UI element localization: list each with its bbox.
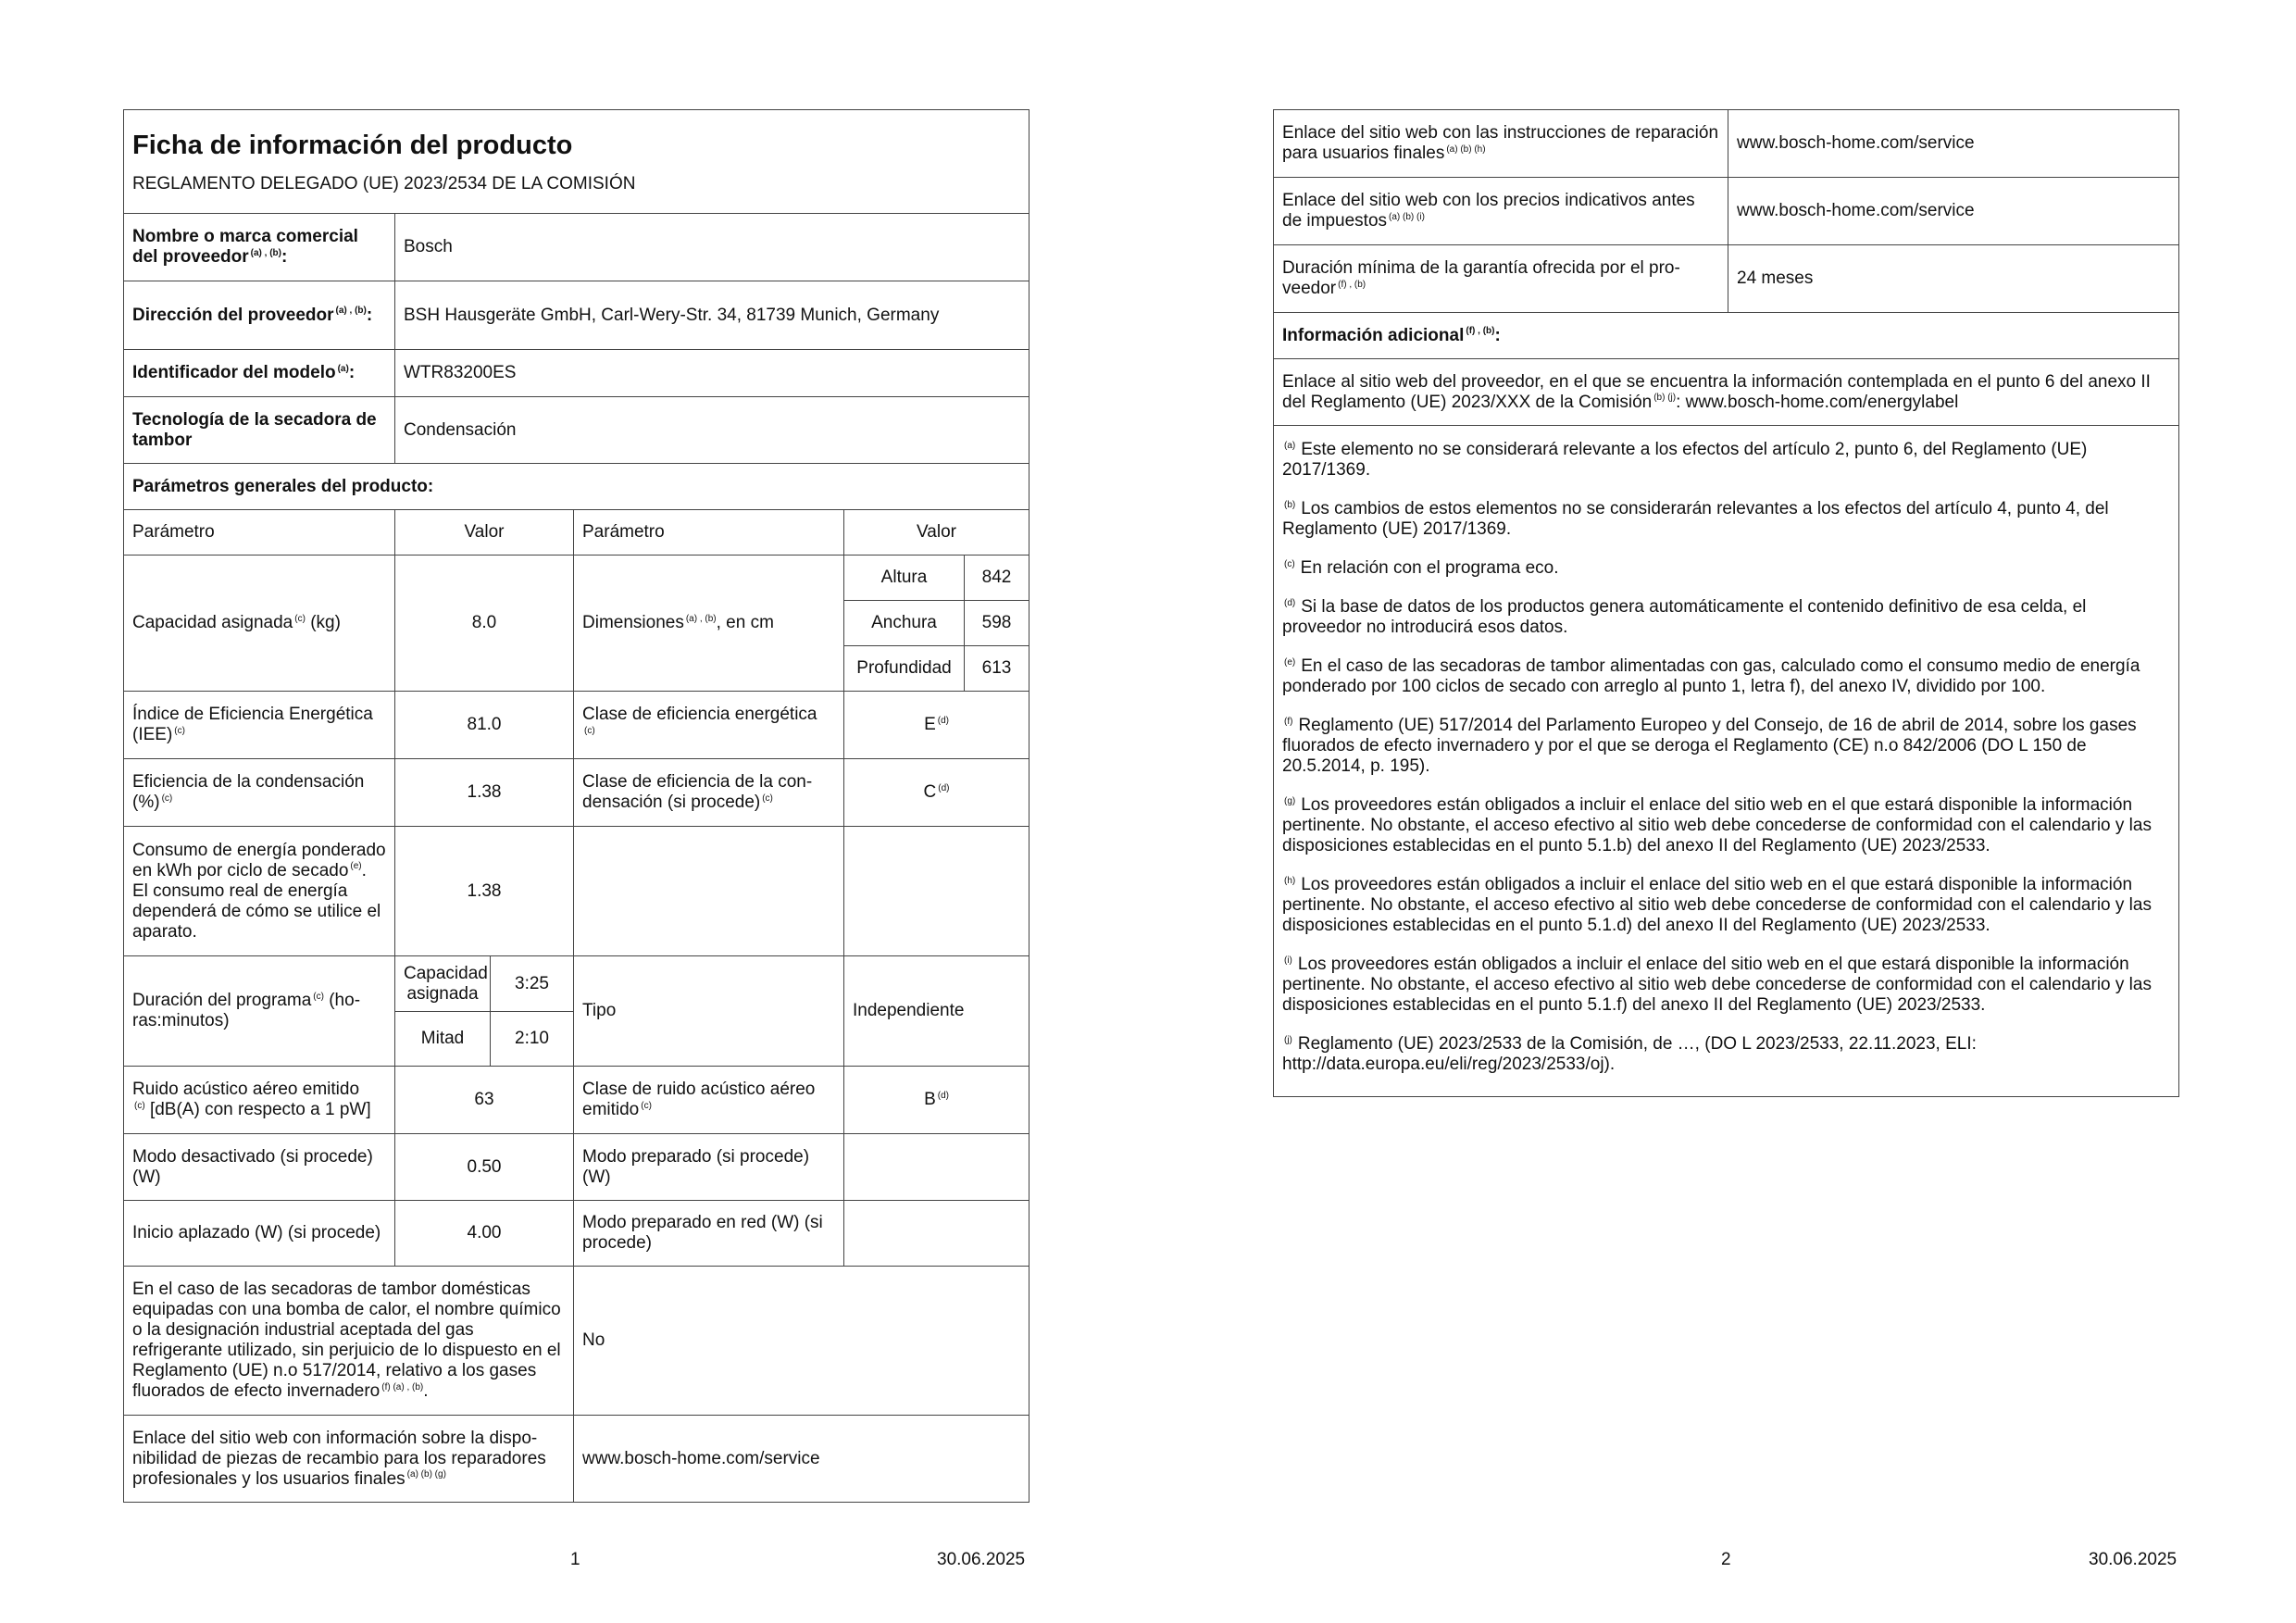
- prices-link[interactable]: www.bosch-home.com/service: [1728, 178, 2179, 245]
- footnote-ref: (j): [1284, 1034, 1292, 1045]
- additional-info-text: Enlace al sitio web del proveedor, en el que se encuentra la información contemplada en el punto 6 del anexo II del Reglamento (UE) 2023/XXX de la Comisión $^{(b) (j)}$: www.bosch-home.com/energylabel: [1274, 359, 2179, 426]
- footnote-text: Este elemento no se considerará relevante a los efectos del artículo 2, punto 6, del Reglamento (UE) 2017/1369.: [1282, 440, 2088, 480]
- footnotes-list: [1282, 433, 2170, 1087]
- warranty-label: Duración mínima de la garantía ofrecida por el proveedor $^{(f) , (b)}$: [1274, 245, 1728, 313]
- heatpump-label: En el caso de las secadoras de tambor domésticas equipadas con una bomba de calor, el nombre químico o la designación industrial aceptada del gas refrigerante utilizado, sin perjuicio de lo dispuesto en el Reglamento (UE) n.o 517/2014, relativo a los gases fluorados de efecto invernadero $^{(f) (a) , (b)}$.: [124, 1267, 574, 1416]
- footnote-item: [1282, 868, 2170, 948]
- empty-cell: [844, 827, 1029, 956]
- col-header-param-2: Parámetro: [574, 510, 844, 556]
- footnote-text: Reglamento (UE) 2023/2533 de la Comisión, de …, (DO L 2023/2533, 22.11.2023, ELI: http://data.europa.eu/eli/reg/2023/2533/oj).: [1282, 1034, 1977, 1074]
- energy-class-label: Clase de eficiencia energética $^{(c)}$: [574, 692, 844, 759]
- noise-class-value: B $^{(d)}$: [844, 1067, 1029, 1134]
- footnote-ref: (a): [1284, 440, 1296, 451]
- additional-info-heading: Información adicional $^{(f) , (b)}$:: [1274, 313, 2179, 359]
- footnote-text: En el caso de las secadoras de tambor alimentadas con gas, calculado como el consumo medio de energía ponderado por 100 ciclos de secado con arreglo al punto 1, letra f), del anexo IV, dividido por 100.: [1282, 656, 2140, 696]
- energy-class-value: E $^{(d)}$: [844, 692, 1029, 759]
- footnote-item: [1282, 709, 2170, 789]
- type-label: Tipo: [574, 956, 844, 1067]
- page-title: Ficha de información del producto: [132, 130, 573, 160]
- supplier-address-label: Dirección del proveedor $^{(a) , (b)}$:: [124, 281, 395, 350]
- delay-label: Inicio aplazado (W) (si procede): [124, 1201, 395, 1267]
- consumption-label: Consumo de energía ponderado en kWh por ciclo de secado $^{(e)}$. El consumo real de energía dependerá de cómo se utilice el aparato.: [124, 827, 395, 956]
- standby-label: Modo preparado (si procede) (W): [574, 1134, 844, 1201]
- depth-label: Profundidad: [844, 646, 965, 692]
- eei-label: Índice de Eficiencia Energética (IEE) $^{(c)}$: [124, 692, 395, 759]
- footnote-text: En relación con el programa eco.: [1300, 558, 1559, 578]
- footnote-ref: (g): [1284, 795, 1296, 806]
- energylabel-link[interactable]: : www.bosch-home.com/energylabel: [1676, 392, 1959, 412]
- cond-class-value: C $^{(d)}$: [844, 759, 1029, 827]
- network-standby-label: Modo preparado en red (W) (si procede): [574, 1201, 844, 1267]
- col-header-value-1: Valor: [395, 510, 574, 556]
- capacity-label: Capacidad asignada $^{(c)}$ (kg): [124, 556, 395, 692]
- noise-value: 63: [395, 1067, 574, 1134]
- footnotes-cell: [1274, 426, 2179, 1097]
- footnote-ref: (f): [1284, 716, 1293, 727]
- footnote-ref: (b): [1284, 499, 1296, 510]
- regulation-text: REGLAMENTO DELEGADO (UE) 2023/2534 DE LA COMISIÓN: [132, 173, 636, 194]
- empty-cell: [574, 827, 844, 956]
- footnote-text: Los proveedores están obligados a incluir el enlace del sitio web en el que estará disponible la información pertinente. No obstante, el acceso efectivo al sitio web debe concederse de conformidad con el calendario y las disposiciones establecidas en el punto 5.1.f) del anexo II del Reglamento (UE) 2023/2533.: [1282, 955, 2152, 1015]
- capacity-value: 8.0: [395, 556, 574, 692]
- footnote-ref: (i): [1284, 955, 1292, 966]
- warranty-value: 24 meses: [1728, 245, 2179, 313]
- duration-rated-value: 3:25: [491, 956, 574, 1012]
- header-cell: [124, 110, 1029, 214]
- cond-class-label: Clase de eficiencia de la condensación (si procede) $^{(c)}$: [574, 759, 844, 827]
- product-info-table-page2: [1273, 109, 2179, 1097]
- footnote-ref: (c): [1284, 558, 1295, 569]
- heatpump-value: No: [574, 1267, 1029, 1416]
- empty-cell: [844, 1201, 1029, 1267]
- type-value: Independiente: [844, 956, 1029, 1067]
- eei-value: 81.0: [395, 692, 574, 759]
- footnote-text: Si la base de datos de los productos genera automáticamente el contenido definitivo de esa celda, el proveedor no introducirá esos datos.: [1282, 597, 2087, 637]
- depth-value: 613: [965, 646, 1029, 692]
- model-value: WTR83200ES: [395, 350, 1029, 397]
- duration-label: Duración del programa $^{(c)}$ (horas:minutos): [124, 956, 395, 1067]
- footnote-item: [1282, 789, 2170, 868]
- duration-half-label: Mitad: [395, 1012, 491, 1067]
- off-mode-value: 0.50: [395, 1134, 574, 1201]
- footnote-item: [1282, 650, 2170, 709]
- empty-cell: [844, 1134, 1029, 1201]
- footnote-item: [1282, 948, 2170, 1028]
- page-date-1: 30.06.2025: [937, 1550, 1026, 1569]
- width-value: 598: [965, 601, 1029, 646]
- technology-label: Tecnología de la secadora de tambor: [124, 397, 395, 464]
- repair-label: Enlace del sitio web con las instrucciones de reparación para usuarios finales $^{(a) (b) (h)}$: [1274, 110, 1728, 178]
- technology-value: Condensación: [395, 397, 1029, 464]
- footnote-item: [1282, 433, 2170, 493]
- footnote-text: Los proveedores están obligados a incluir el enlace del sitio web en el que estará disponible la información pertinente. No obstante, el acceso efectivo al sitio web debe concederse de conformidad con el calendario y las disposiciones establecidas en el punto 5.1.d) del anexo II del Reglamento (UE) 2023/2533.: [1282, 875, 2152, 935]
- height-label: Altura: [844, 556, 965, 601]
- noise-class-label: Clase de ruido acústico aéreo emitido $^{(c)}$: [574, 1067, 844, 1134]
- delay-value: 4.00: [395, 1201, 574, 1267]
- supplier-address-value: BSH Hausgeräte GmbH, Carl-Wery-Str. 34, 81739 Munich, Germany: [395, 281, 1029, 350]
- general-params-heading: Parámetros generales del producto:: [124, 464, 1029, 510]
- footnote-text: Los proveedores están obligados a incluir el enlace del sitio web en el que estará disponible la información pertinente. No obstante, el acceso efectivo al sitio web debe concederse de conformidad con el calendario y las disposiciones establecidas en el punto 5.1.b) del anexo II del Reglamento (UE) 2023/2533.: [1282, 795, 2152, 855]
- supplier-name-value: Bosch: [395, 214, 1029, 281]
- footnote-item: [1282, 493, 2170, 552]
- footnote-item: [1282, 1028, 2170, 1087]
- model-label: Identificador del modelo $^{(a)}$:: [124, 350, 395, 397]
- off-mode-label: Modo desactivado (si procede) (W): [124, 1134, 395, 1201]
- width-label: Anchura: [844, 601, 965, 646]
- cond-eff-label: Eficiencia de la condensación (%) $^{(c)}$: [124, 759, 395, 827]
- col-header-param-1: Parámetro: [124, 510, 395, 556]
- footnote-ref: (h): [1284, 875, 1296, 886]
- product-info-table-page1: [123, 109, 1029, 1503]
- consumption-value: 1.38: [395, 827, 574, 956]
- footnote-text: Los cambios de estos elementos no se considerarán relevantes a los efectos del artículo 4, punto 4, del Reglamento (UE) 2017/1369.: [1282, 499, 2109, 539]
- prices-label: Enlace del sitio web con los precios indicativos antes de impuestos $^{(a) (b) (i)}$: [1274, 178, 1728, 245]
- footnote-text: Reglamento (UE) 517/2014 del Parlamento Europeo y del Consejo, de 16 de abril de 2014, sobre los gases fluorados de efecto invernadero y por el que se deroga el Reglamento (CE) n.o 842/2006 (DO L 150 de 20.5.2014, p. 195).: [1282, 716, 2137, 776]
- noise-label: Ruido acústico aéreo emitido $^{(c)}$ [dB(A) con respecto a 1 pW]: [124, 1067, 395, 1134]
- footnote-ref: (e): [1284, 656, 1296, 668]
- height-value: 842: [965, 556, 1029, 601]
- cond-eff-value: 1.38: [395, 759, 574, 827]
- footnote-ref: (d): [1284, 597, 1296, 608]
- footnote-item: [1282, 591, 2170, 650]
- page-date-2: 30.06.2025: [2089, 1550, 2177, 1569]
- repair-link[interactable]: www.bosch-home.com/service: [1728, 110, 2179, 178]
- supplier-name-label: Nombre o marca comercial del proveedor $^{(a) , (b)}$:: [124, 214, 395, 281]
- page-number-2: 2: [1721, 1550, 1731, 1569]
- page-number-1: 1: [570, 1550, 580, 1569]
- spare-parts-link[interactable]: www.bosch-home.com/service: [574, 1416, 1029, 1503]
- spare-parts-label: Enlace del sitio web con información sobre la disponibilidad de piezas de recambio para los reparadores profesionales y los usuarios finales $^{(a) (b) (g)}$: [124, 1416, 574, 1503]
- duration-rated-label: Capacidad asignada: [395, 956, 491, 1012]
- col-header-value-2: Valor: [844, 510, 1029, 556]
- footnote-item: [1282, 552, 2170, 591]
- dimensions-label: Dimensiones $^{(a) , (b)}$, en cm: [574, 556, 844, 692]
- duration-half-value: 2:10: [491, 1012, 574, 1067]
